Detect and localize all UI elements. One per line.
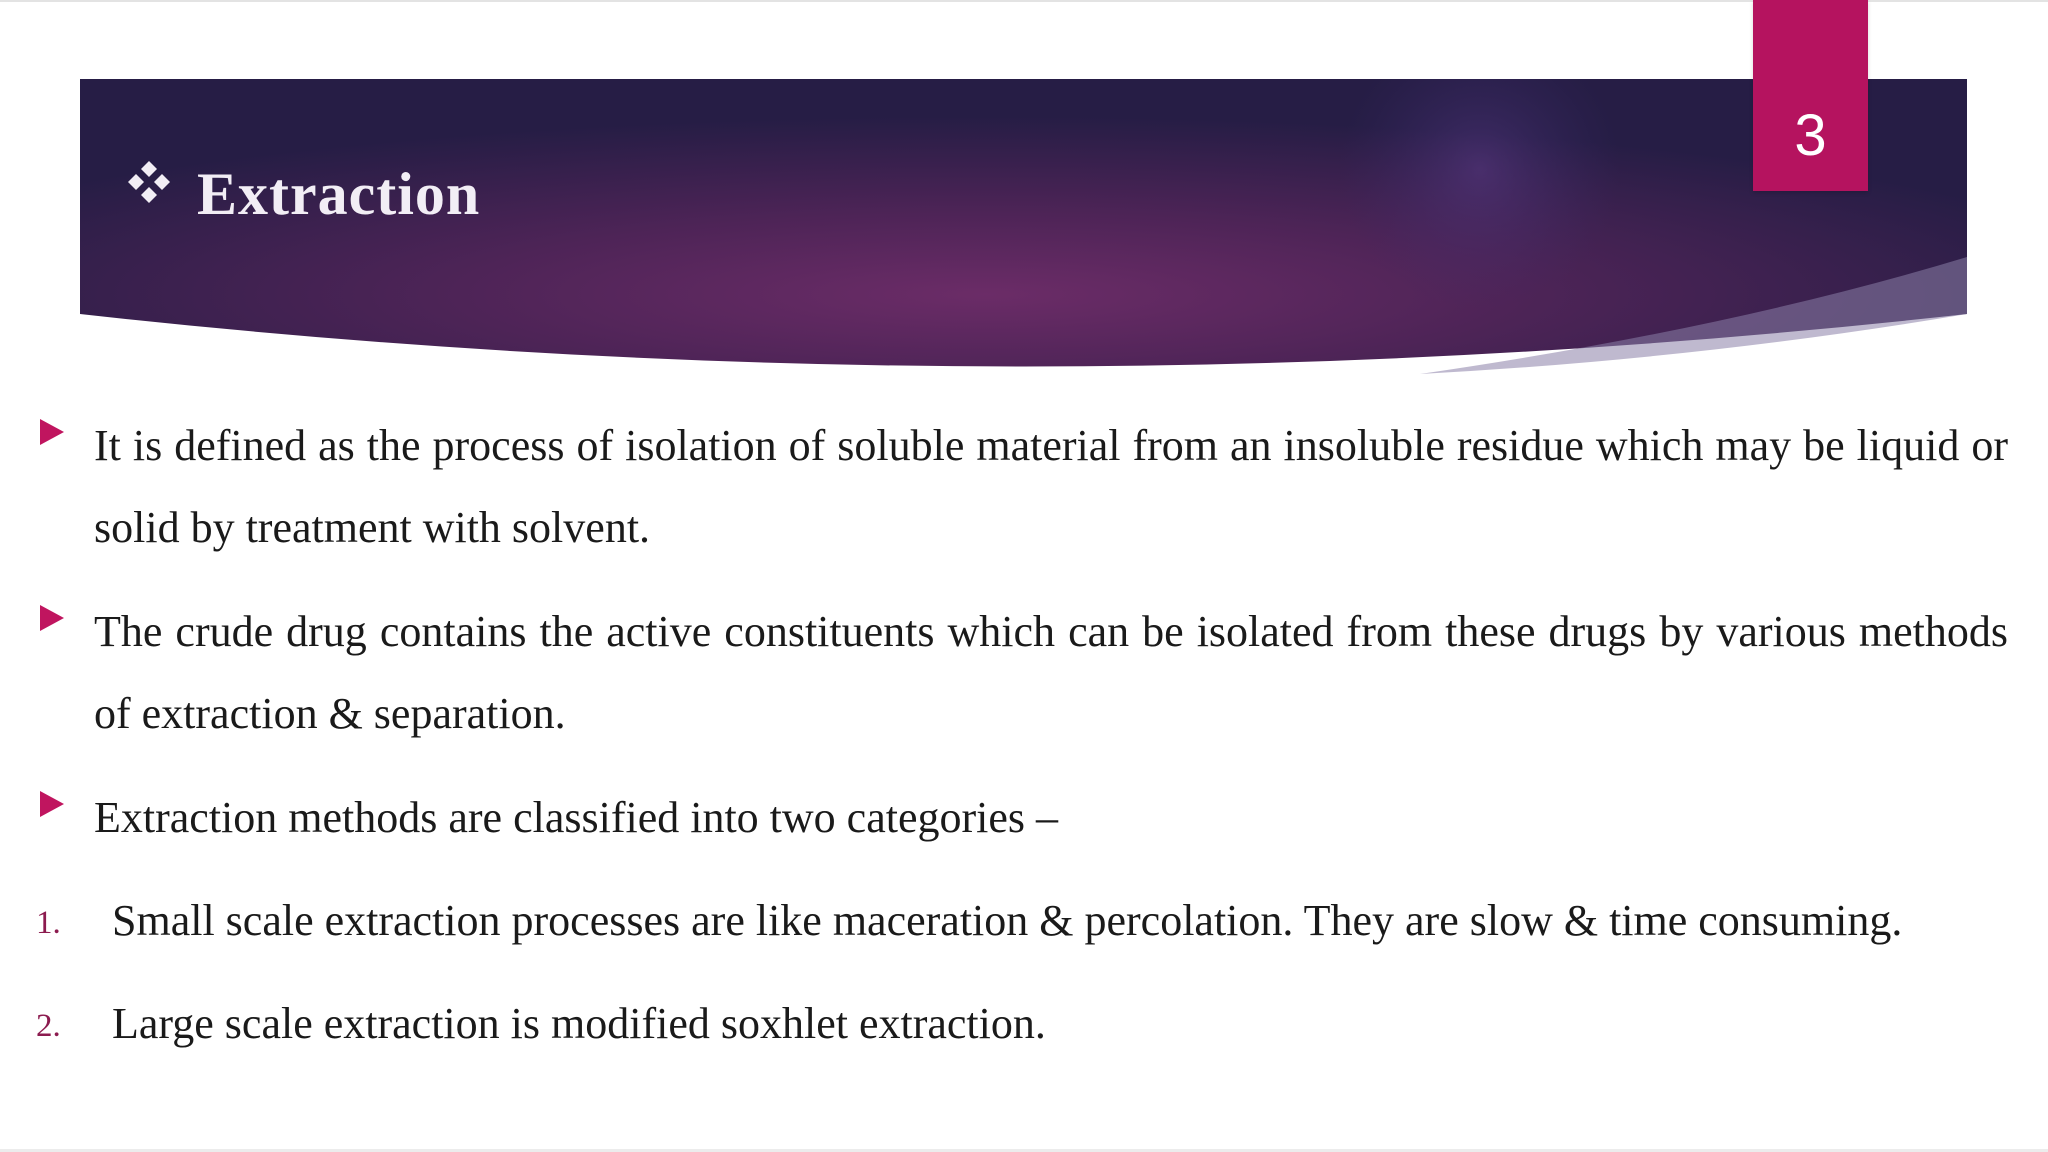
slide-title: Extraction (197, 161, 481, 227)
bullet-item (38, 405, 2008, 569)
bullet-item (38, 777, 2008, 859)
numbered-text: Large scale extraction is modified soxhlet extraction. (112, 999, 1046, 1048)
triangle-bullet-icon (38, 603, 66, 633)
triangle-bullet-icon (38, 417, 66, 447)
list-number: 1. (36, 905, 61, 941)
bullet-text: Extraction methods are classified into two categories – (94, 793, 1059, 842)
page-number: 3 (1794, 103, 1827, 168)
numbered-item (36, 996, 2008, 1054)
numbered-text: Small scale extraction processes are like maceration & percolation. They are slow & time consuming. (112, 896, 1903, 945)
bullet-text: It is defined as the process of isolation of soluble material from an insoluble residue which may be liquid or solid by treatment with solvent. (94, 421, 2008, 552)
bullet-text: The crude drug contains the active constituents which can be isolated from these drugs by various methods of extraction & separation. (94, 607, 2008, 738)
bullet-item (38, 591, 2008, 755)
triangle-bullet-icon (38, 789, 66, 819)
numbered-item (36, 893, 2008, 951)
list-number: 2. (36, 1008, 61, 1044)
